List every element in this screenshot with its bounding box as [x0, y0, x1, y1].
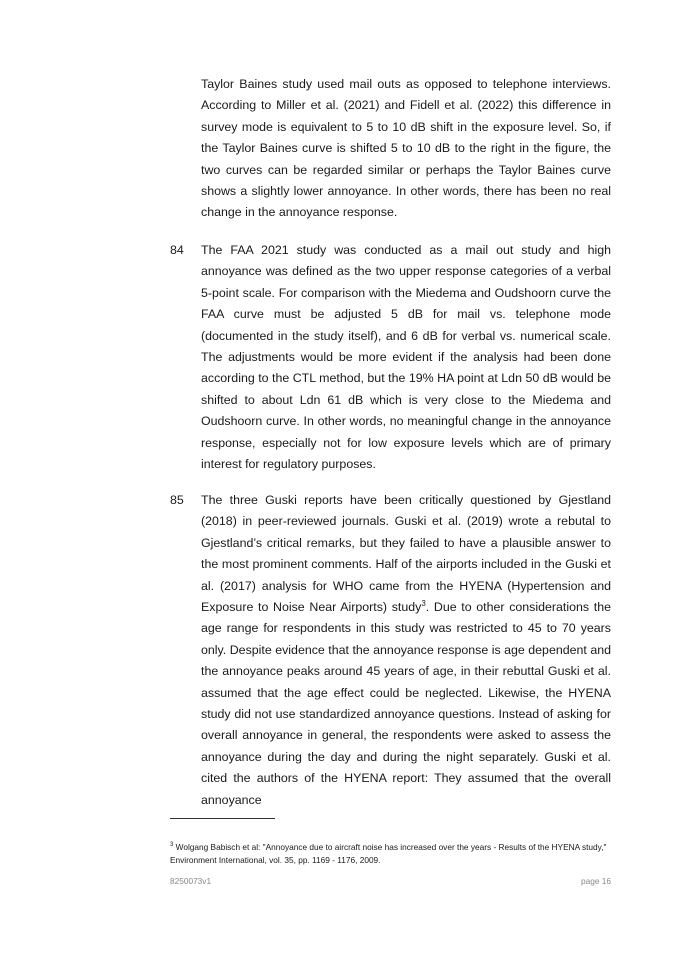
- paragraph-number-84: 84: [170, 243, 184, 257]
- footnote-separator: [170, 818, 275, 819]
- paragraph-84: The FAA 2021 study was conducted as a mail out study and high annoyance was defined as the two upper response categories of a verbal 5-point scale. For comparison with the Miedema and Oudshoorn curve the FAA curve must be adjusted 5 dB for mail vs. telephone mode (documented in the study itself), and 6 dB for verbal vs. numerical scale. The adjustments would be more evident if the analysis had been done according to the CTL method, but the 19% HA point at Ldn 50 dB would be shifted to about Ldn 61 dB which is very close to the Miedema and Oudshoorn curve. In other words, no meaningful change in the annoyance response, especially not for low exposure levels which are of primary interest for regulatory purposes.: [201, 243, 611, 472]
- paragraph-number-85: 85: [170, 493, 184, 507]
- paragraph-85: [201, 490, 611, 811]
- footnote-marker: 3: [170, 842, 174, 849]
- page-number: page 16: [581, 876, 611, 886]
- paragraph-85-text-before: The three Guski reports have been critically questioned by Gjestland (2018) in peer-reviewed journals. Guski et al. (2019) wrote a rebutal to Gjestland’s critical remarks, but they failed to have a plausible answer to the most prominent comments. Half of the airports included in the Guski et al. (2017) analysis for WHO came from the HYENA (Hypertension and Exposure to Noise Near Airports) study: [201, 493, 611, 615]
- footnote: [170, 841, 615, 867]
- paragraph-continuation: Taylor Baines study used mail outs as opposed to telephone interviews. According to Miller et al. (2021) and Fidell et al. (2022) this difference in survey mode is equivalent to 5 to 10 dB shift in the exposure level. So, if the Taylor Baines curve is shifted 5 to 10 dB to the right in the figure, the two curves can be regarded similar or perhaps the Taylor Baines curve shows a slightly lower annoyance. In other words, there has been no real change in the annoyance response.: [201, 77, 611, 220]
- document-id: 8250073v1: [170, 876, 212, 886]
- paragraph-85-text-after: . Due to other considerations the age range for respondents in this study was restricted to 45 to 70 years only. Despite evidence that the annoyance response is age dependent and the annoyance peaks around 45 years of age, in their rebuttal Guski et al. assumed that the age effect could be neglected. Likewise, the HYENA study did not use standardized annoyance questions. Instead of asking for overall annoyance in general, the respondents were asked to assess the annoyance during the day and during the night separately. Guski et al. cited the authors of the HYENA report: They assumed that the overall annoyance: [201, 600, 611, 807]
- footnote-text: Wolgang Babisch et al: "Annoyance due to aircraft noise has increased over the years - Results of the HYENA study," Environment International, vol. 35, pp. 1169 - 1176, 2009.: [170, 842, 607, 865]
- footnote-reference[interactable]: 3: [421, 598, 426, 608]
